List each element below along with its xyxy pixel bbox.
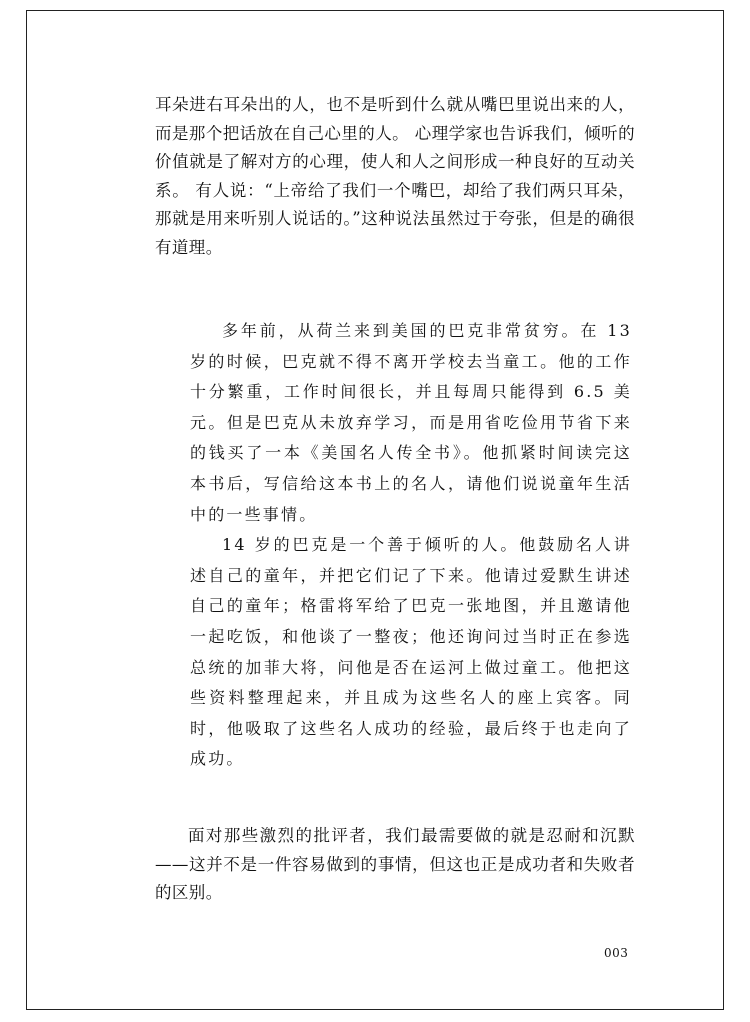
intro-paragraph-block [155, 91, 635, 262]
story-paragraph-1: 多年前，从荷兰来到美国的巴克非常贫穷。在 13 岁的时候，巴克就不得不离开学校去当童工。他的工作十分繁重，工作时间很长，并且每周只能得到 6.5 美元。但是巴克从未放弃学习，而是用省吃俭用节省下来的钱买了一本《美国名人传全书》。他抓紧时间读完这本书后，写信给这本书上的名人，请他们说说童年生活中的一些事情。 [190, 321, 632, 524]
closing-paragraph-block [155, 822, 635, 908]
story-paragraph-2: 14 岁的巴克是一个善于倾听的人。他鼓励名人讲述自己的童年，并把它们记了下来。他请过爱默生讲述自己的童年；格雷将军给了巴克一张地图，并且邀请他一起吃饭，和他谈了一整夜；他还询问过当时正在参选总统的加菲大将，问他是否在运河上做过童工。他把这些资料整理起来，并且成为这些名人的座上宾客。同时，他吸取了这些名人成功的经验，最后终于也走向了成功。 [190, 535, 632, 769]
closing-paragraph: 面对那些激烈的批评者，我们最需要做的就是忍耐和沉默——这并不是一件容易做到的事情，但这也正是成功者和失败者的区别。 [155, 826, 635, 902]
story-excerpt-block [190, 316, 632, 775]
page-number: 003 [604, 946, 629, 960]
intro-paragraph: 耳朵进右耳朵出的人，也不是听到什么就从嘴巴里说出来的人，而是那个把话放在自己心里的人。 心理学家也告诉我们，倾听的价值就是了解对方的心理，使人和人之间形成一种良好的互动关系。 有人说：“上帝给了我们一个嘴巴，却给了我们两只耳朵，那就是用来听别人说话的。”这种说法虽然过于夸张，但是的确很有道理。 [155, 95, 635, 257]
